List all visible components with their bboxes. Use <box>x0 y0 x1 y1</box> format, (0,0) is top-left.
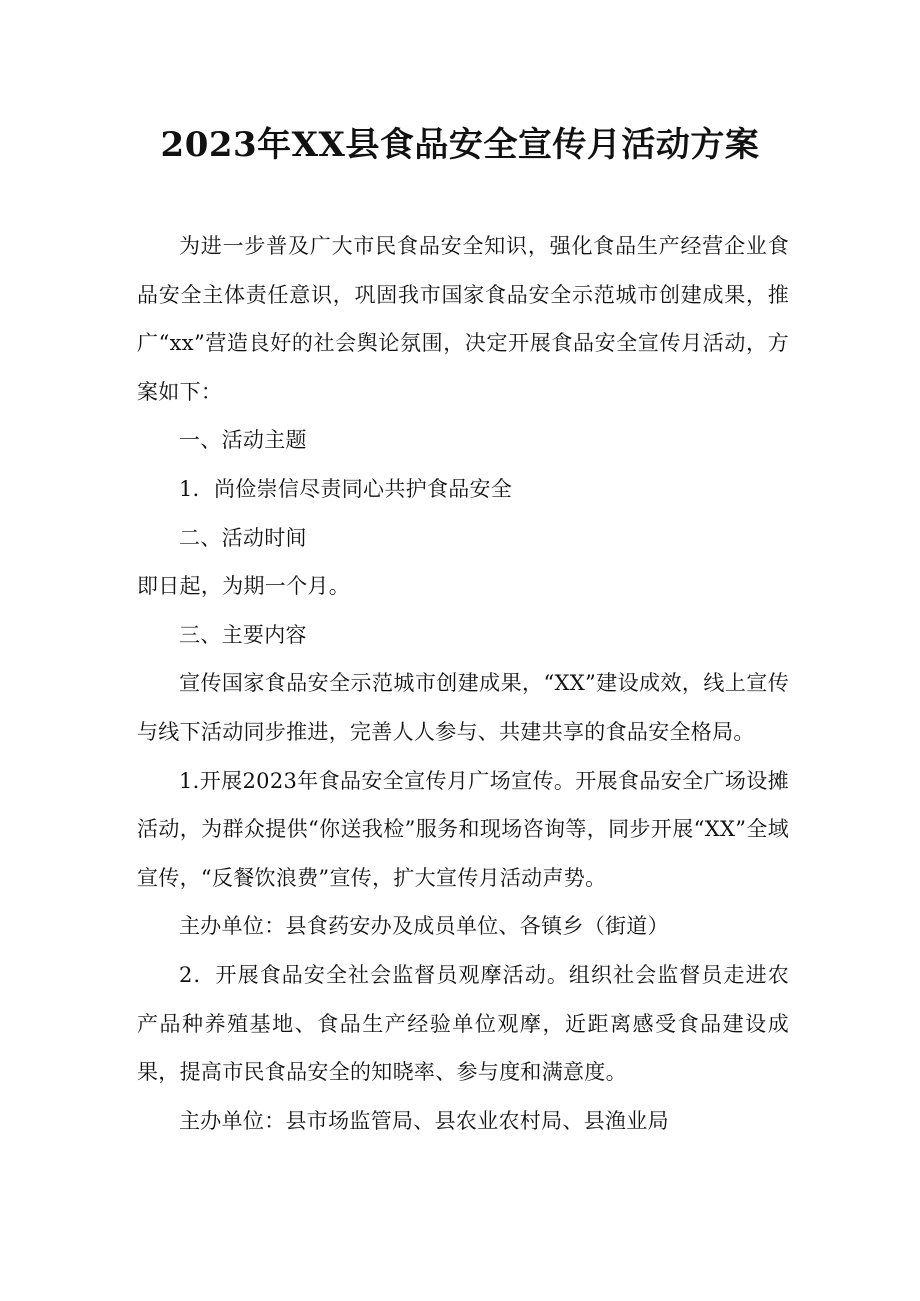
section-heading-time: 二、活动时间 <box>179 525 307 550</box>
section-heading-content: 三、主要内容 <box>179 622 307 647</box>
theme-item: 1．尚俭崇信尽责同心共护食品安全 <box>179 476 513 501</box>
content-item-2: 2．开展食品安全社会监督员观摩活动。组织社会监督员走进农产品种养殖基地、食品生产经验单位观摩，近距离感受食品建设成果，提高市民食品安全的知晓率、参与度和满意度。 <box>137 962 789 1085</box>
organizer-2: 主办单位：县市场监管局、县农业农村局、县渔业局 <box>179 1108 669 1133</box>
content-summary-paragraph: 宣传国家食品安全示范城市创建成果，“XX”建设成效，线上宣传与线下活动同步推进，完善人人参与、共建共享的食品安全格局。 <box>137 671 789 744</box>
document-title: 2023年XX县食品安全宣传月活动方案 <box>160 125 760 165</box>
time-paragraph: 即日起，为期一个月。 <box>137 574 350 599</box>
section-heading-theme: 一、活动主题 <box>179 428 307 453</box>
organizer-1: 主办单位：县食药安办及成员单位、各镇乡（街道） <box>179 914 669 939</box>
content-item-1: 1.开展2023年食品安全宣传月广场宣传。开展食品安全广场设摊活动，为群众提供“你送我检”服务和现场咨询等，同步开展“XX”全域宣传，“反餐饮浪费”宣传，扩大宣传月活动声势。 <box>137 768 789 890</box>
intro-paragraph: 为进一步普及广大市民食品安全知识，强化食品生产经营企业食品安全主体责任意识，巩固我市国家食品安全示范城市创建成果，推广“xx”营造良好的社会舆论氛围，决定开展食品安全宣传月活动，方案如下： <box>137 234 789 404</box>
document-body <box>137 222 789 1145</box>
